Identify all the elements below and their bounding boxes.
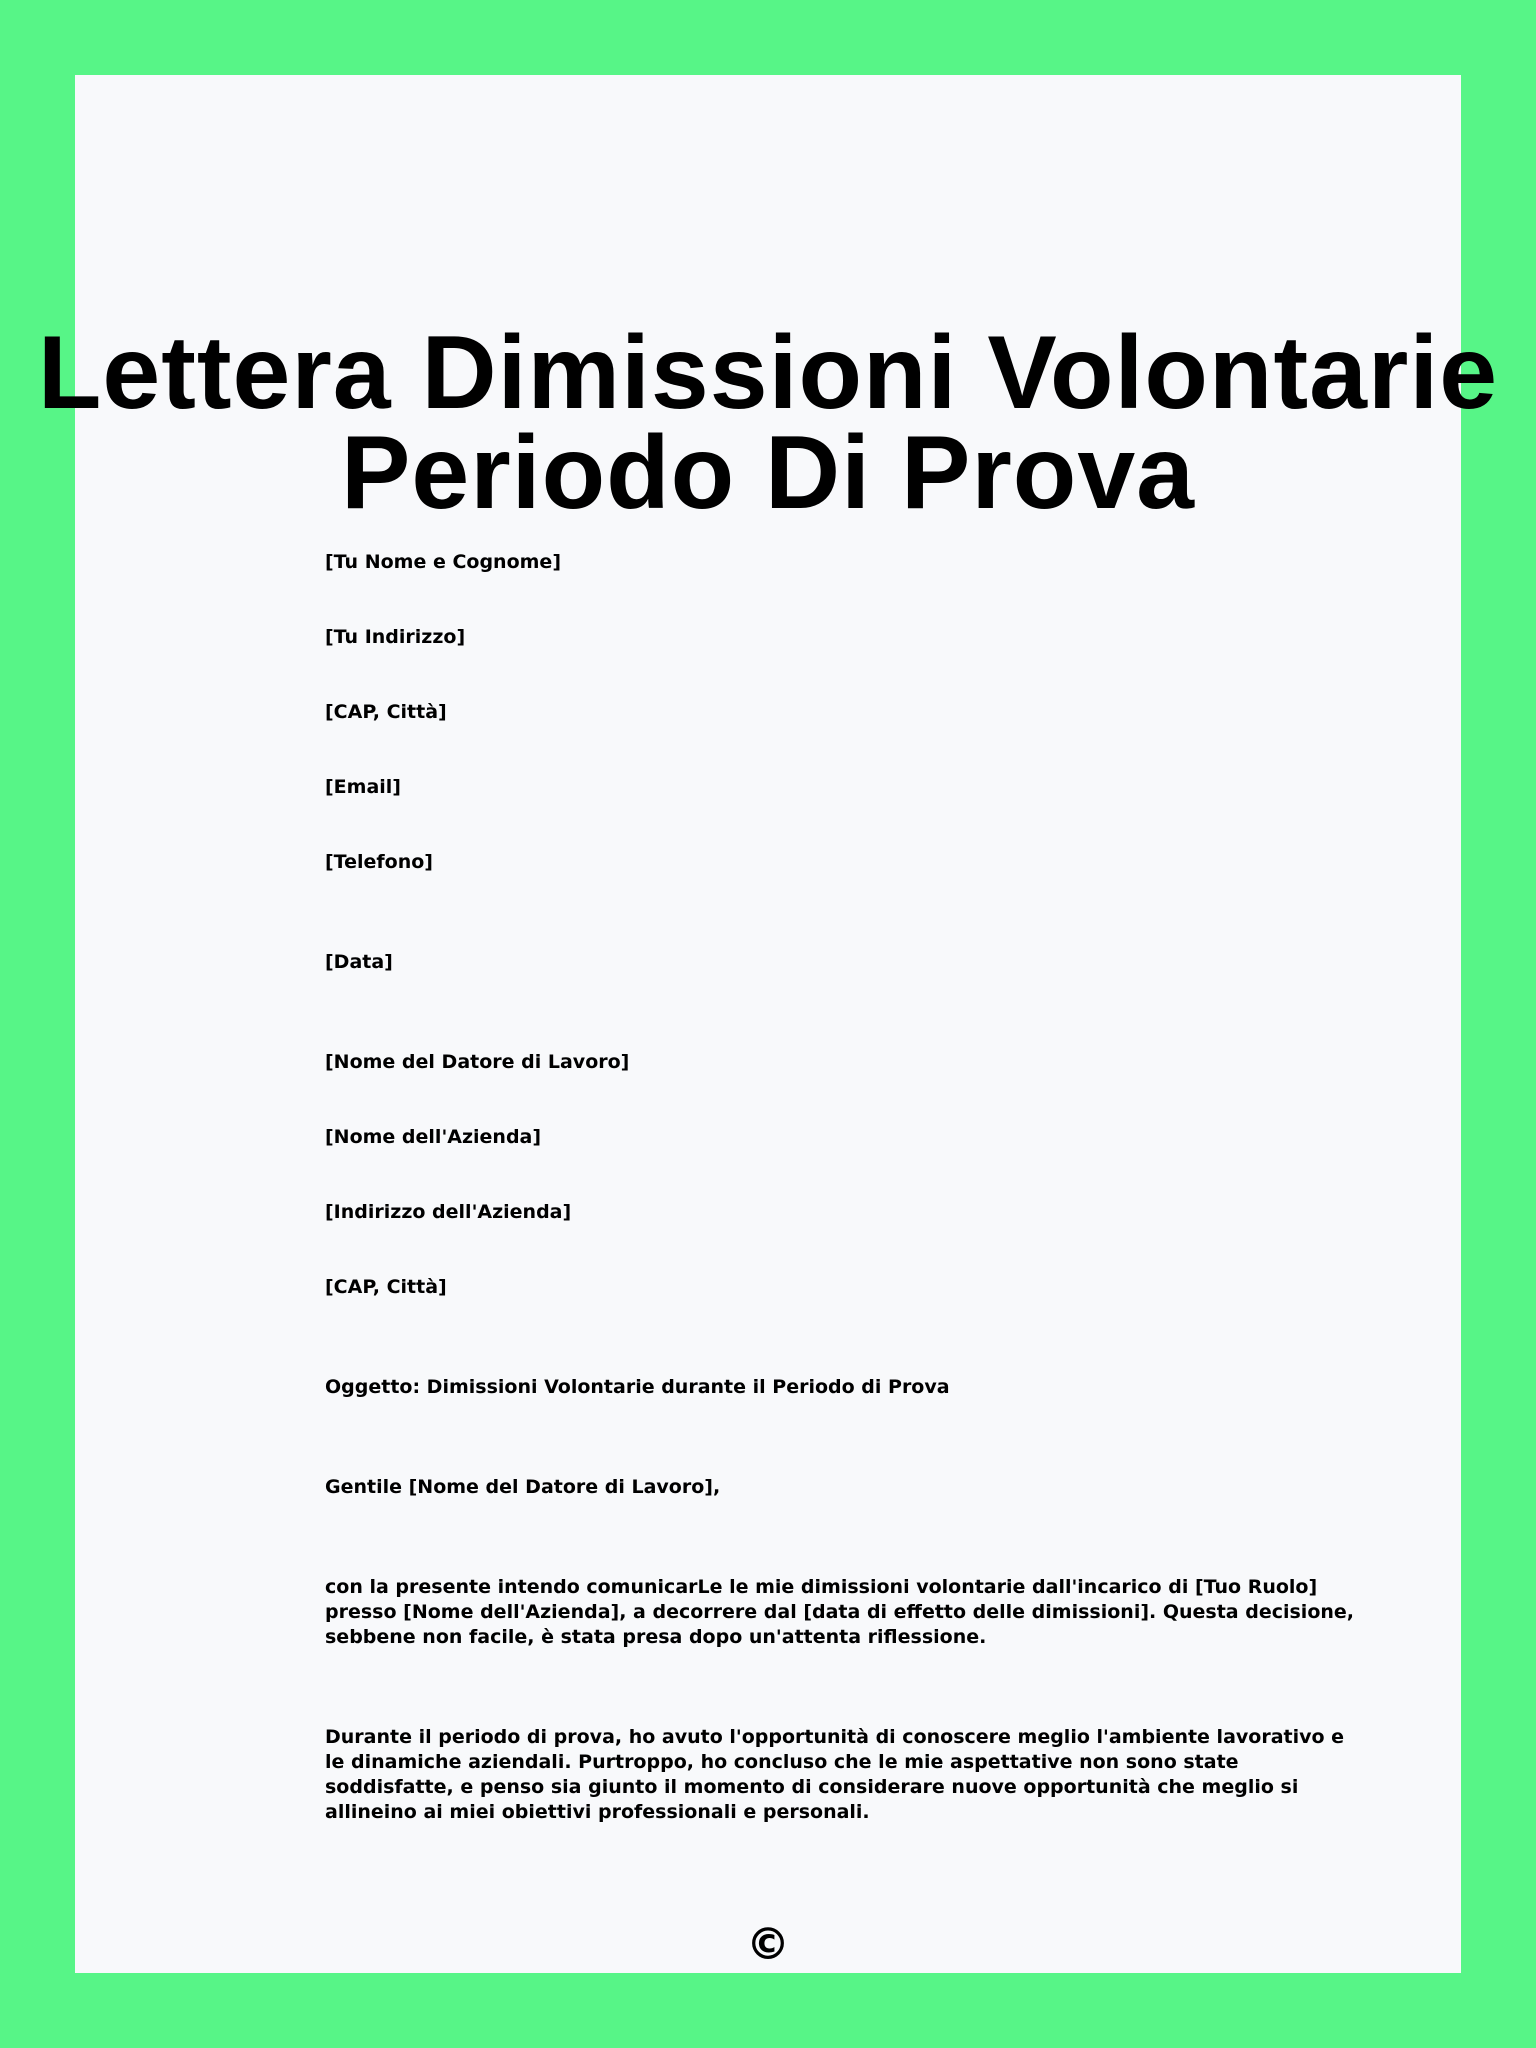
title-line-2: Periodo Di Prova [341, 415, 1195, 531]
letter-date: [Data] [325, 951, 393, 973]
title-line-1: Lettera Dimissioni Volontarie [37, 315, 1499, 431]
sender-email: [Email] [325, 776, 401, 798]
sender-name: [Tu Nome e Cognome] [325, 551, 561, 573]
sender-city: [CAP, Città] [325, 701, 447, 723]
copyright-icon: © [746, 1919, 790, 1970]
letter-subject: Oggetto: Dimissioni Volontarie durante il Periodo di Prova [325, 1376, 950, 1398]
letter-greeting: Gentile [Nome del Datore di Lavoro], [325, 1476, 721, 1498]
recipient-city: [CAP, Città] [325, 1276, 447, 1298]
sender-address: [Tu Indirizzo] [325, 626, 466, 648]
recipient-company-address: [Indirizzo dell'Azienda] [325, 1201, 572, 1223]
sender-phone: [Telefono] [325, 851, 433, 873]
document-title [0, 315, 1536, 531]
letter-paragraph-1: con la presente intendo comunicarLe le mie dimissioni volontarie dall'incarico di [Tuo Ruolo] presso [Nome dell'Azienda], a decorrere dal [data di effetto delle dimissioni]. Questa decisione, sebbene non facile, è stata presa dopo un'attenta riflessione. [325, 1576, 1355, 1648]
document-page [37, 75, 1499, 1973]
recipient-employer: [Nome del Datore di Lavoro] [325, 1051, 630, 1073]
letter-paragraph-2: Durante il periodo di prova, ho avuto l'opportunità di conoscere meglio l'ambiente lavorativo e le dinamiche aziendali. Purtroppo, ho concluso che le mie aspettative non sono state soddisfatte, e penso sia giunto il momento di considerare nuove opportunità che meglio si allineino ai miei obiettivi professionali e personali. [325, 1726, 1345, 1823]
recipient-company: [Nome dell'Azienda] [325, 1126, 542, 1148]
